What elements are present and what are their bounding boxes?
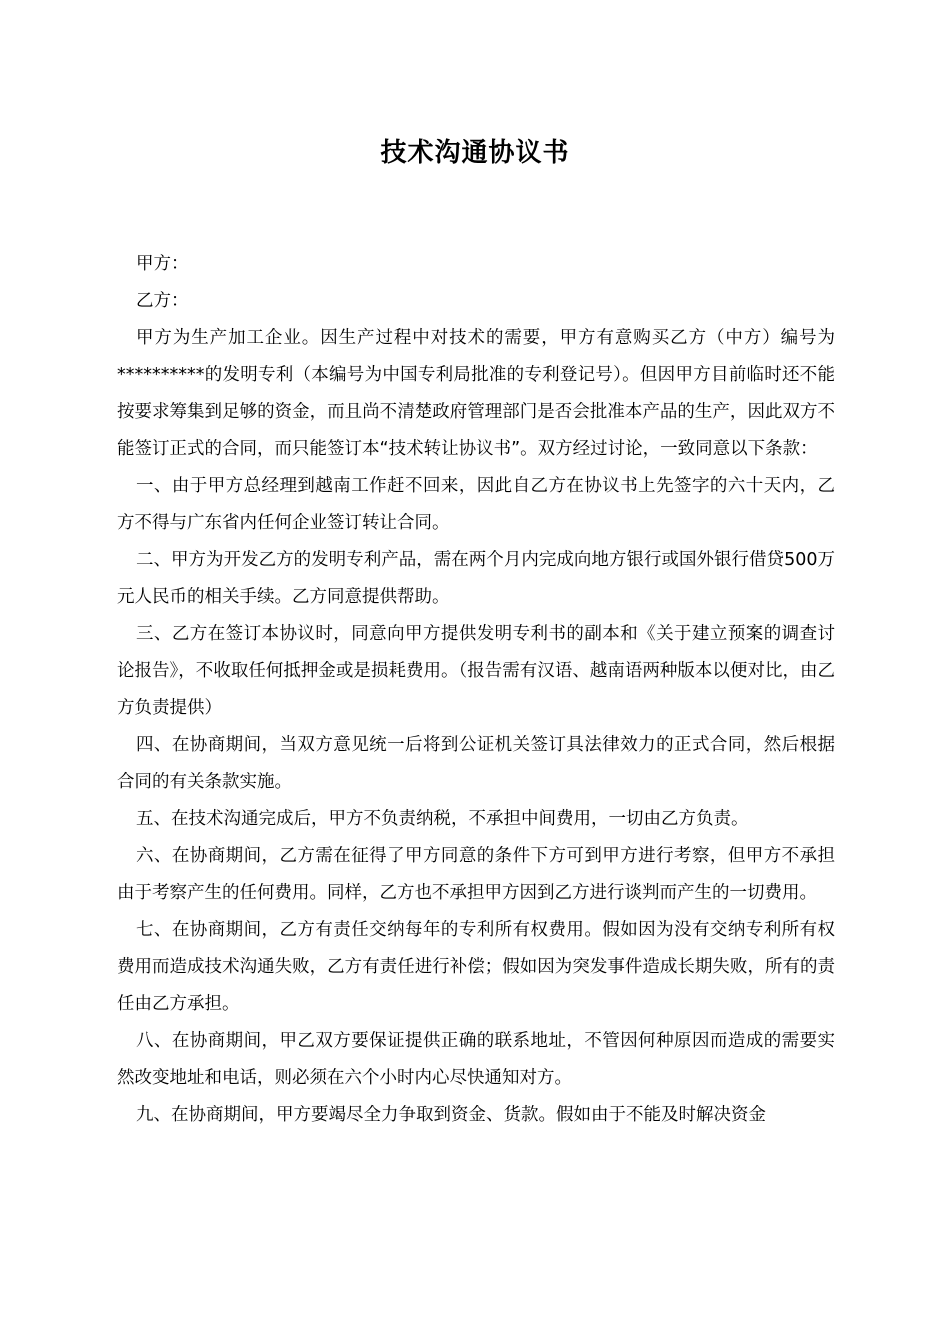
clause-8: 八、在协商期间，甲乙双方要保证提供正确的联系地址，不管因何种原因而造成的需要实然改变地址和电话，则必须在六个小时内心尽快通知对方。 — [117, 1031, 835, 1088]
clause-6: 六、在协商期间，乙方需在征得了甲方同意的条件下方可到甲方进行考察，但甲方不承担由于考察产生的任何费用。同样，乙方也不承担甲方因到乙方进行谈判而产生的一切费用。 — [117, 846, 835, 903]
clause-2: 二、甲方为开发乙方的发明专利产品，需在两个月内完成向地方银行或国外银行借贷500万元人民币的相关手续。乙方同意提供帮助。 — [117, 550, 835, 607]
party-b-line: 乙方： — [136, 291, 189, 311]
document-body — [117, 246, 835, 1134]
party-a-line: 甲方： — [136, 254, 189, 274]
intro-paragraph: 甲方为生产加工企业。因生产过程中对技术的需要，甲方有意购买乙方（中方）编号为**********的发明专利（本编号为中国专利局批准的专利登记号）。但因甲方目前临时还不能按要求筹集到足够的资金，而且尚不清楚政府管理部门是否会批准本产品的生产，因此双方不能签订正式的合同，而只能签订本“技术转让协议书”。双方经过讨论，一致同意以下条款： — [117, 328, 835, 459]
clause-1: 一、由于甲方总经理到越南工作赶不回来，因此自乙方在协议书上先签字的六十天内，乙方不得与广东省内任何企业签订转让合同。 — [117, 476, 835, 533]
clause-3: 三、乙方在签订本协议时，同意向甲方提供发明专利书的副本和《关于建立预案的调查讨论报告》，不收取任何抵押金或是损耗费用。（报告需有汉语、越南语两种版本以便对比，由乙方负责提供） — [117, 624, 835, 718]
clause-5: 五、在技术沟通完成后，甲方不负责纳税，不承担中间费用，一切由乙方负责。 — [136, 809, 749, 829]
clause-7: 七、在协商期间，乙方有责任交纳每年的专利所有权费用。假如因为没有交纳专利所有权费用而造成技术沟通失败，乙方有责任进行补偿；假如因为突发事件造成长期失败，所有的责任由乙方承担。 — [117, 920, 835, 1014]
clause-9: 九、在协商期间，甲方要竭尽全力争取到资金、货款。假如由于不能及时解决资金 — [136, 1105, 766, 1125]
clause-4: 四、在协商期间，当双方意见统一后将到公证机关签订具法律效力的正式合同，然后根据合同的有关条款实施。 — [117, 735, 835, 792]
document-title: 技术沟通协议书 — [380, 138, 570, 168]
